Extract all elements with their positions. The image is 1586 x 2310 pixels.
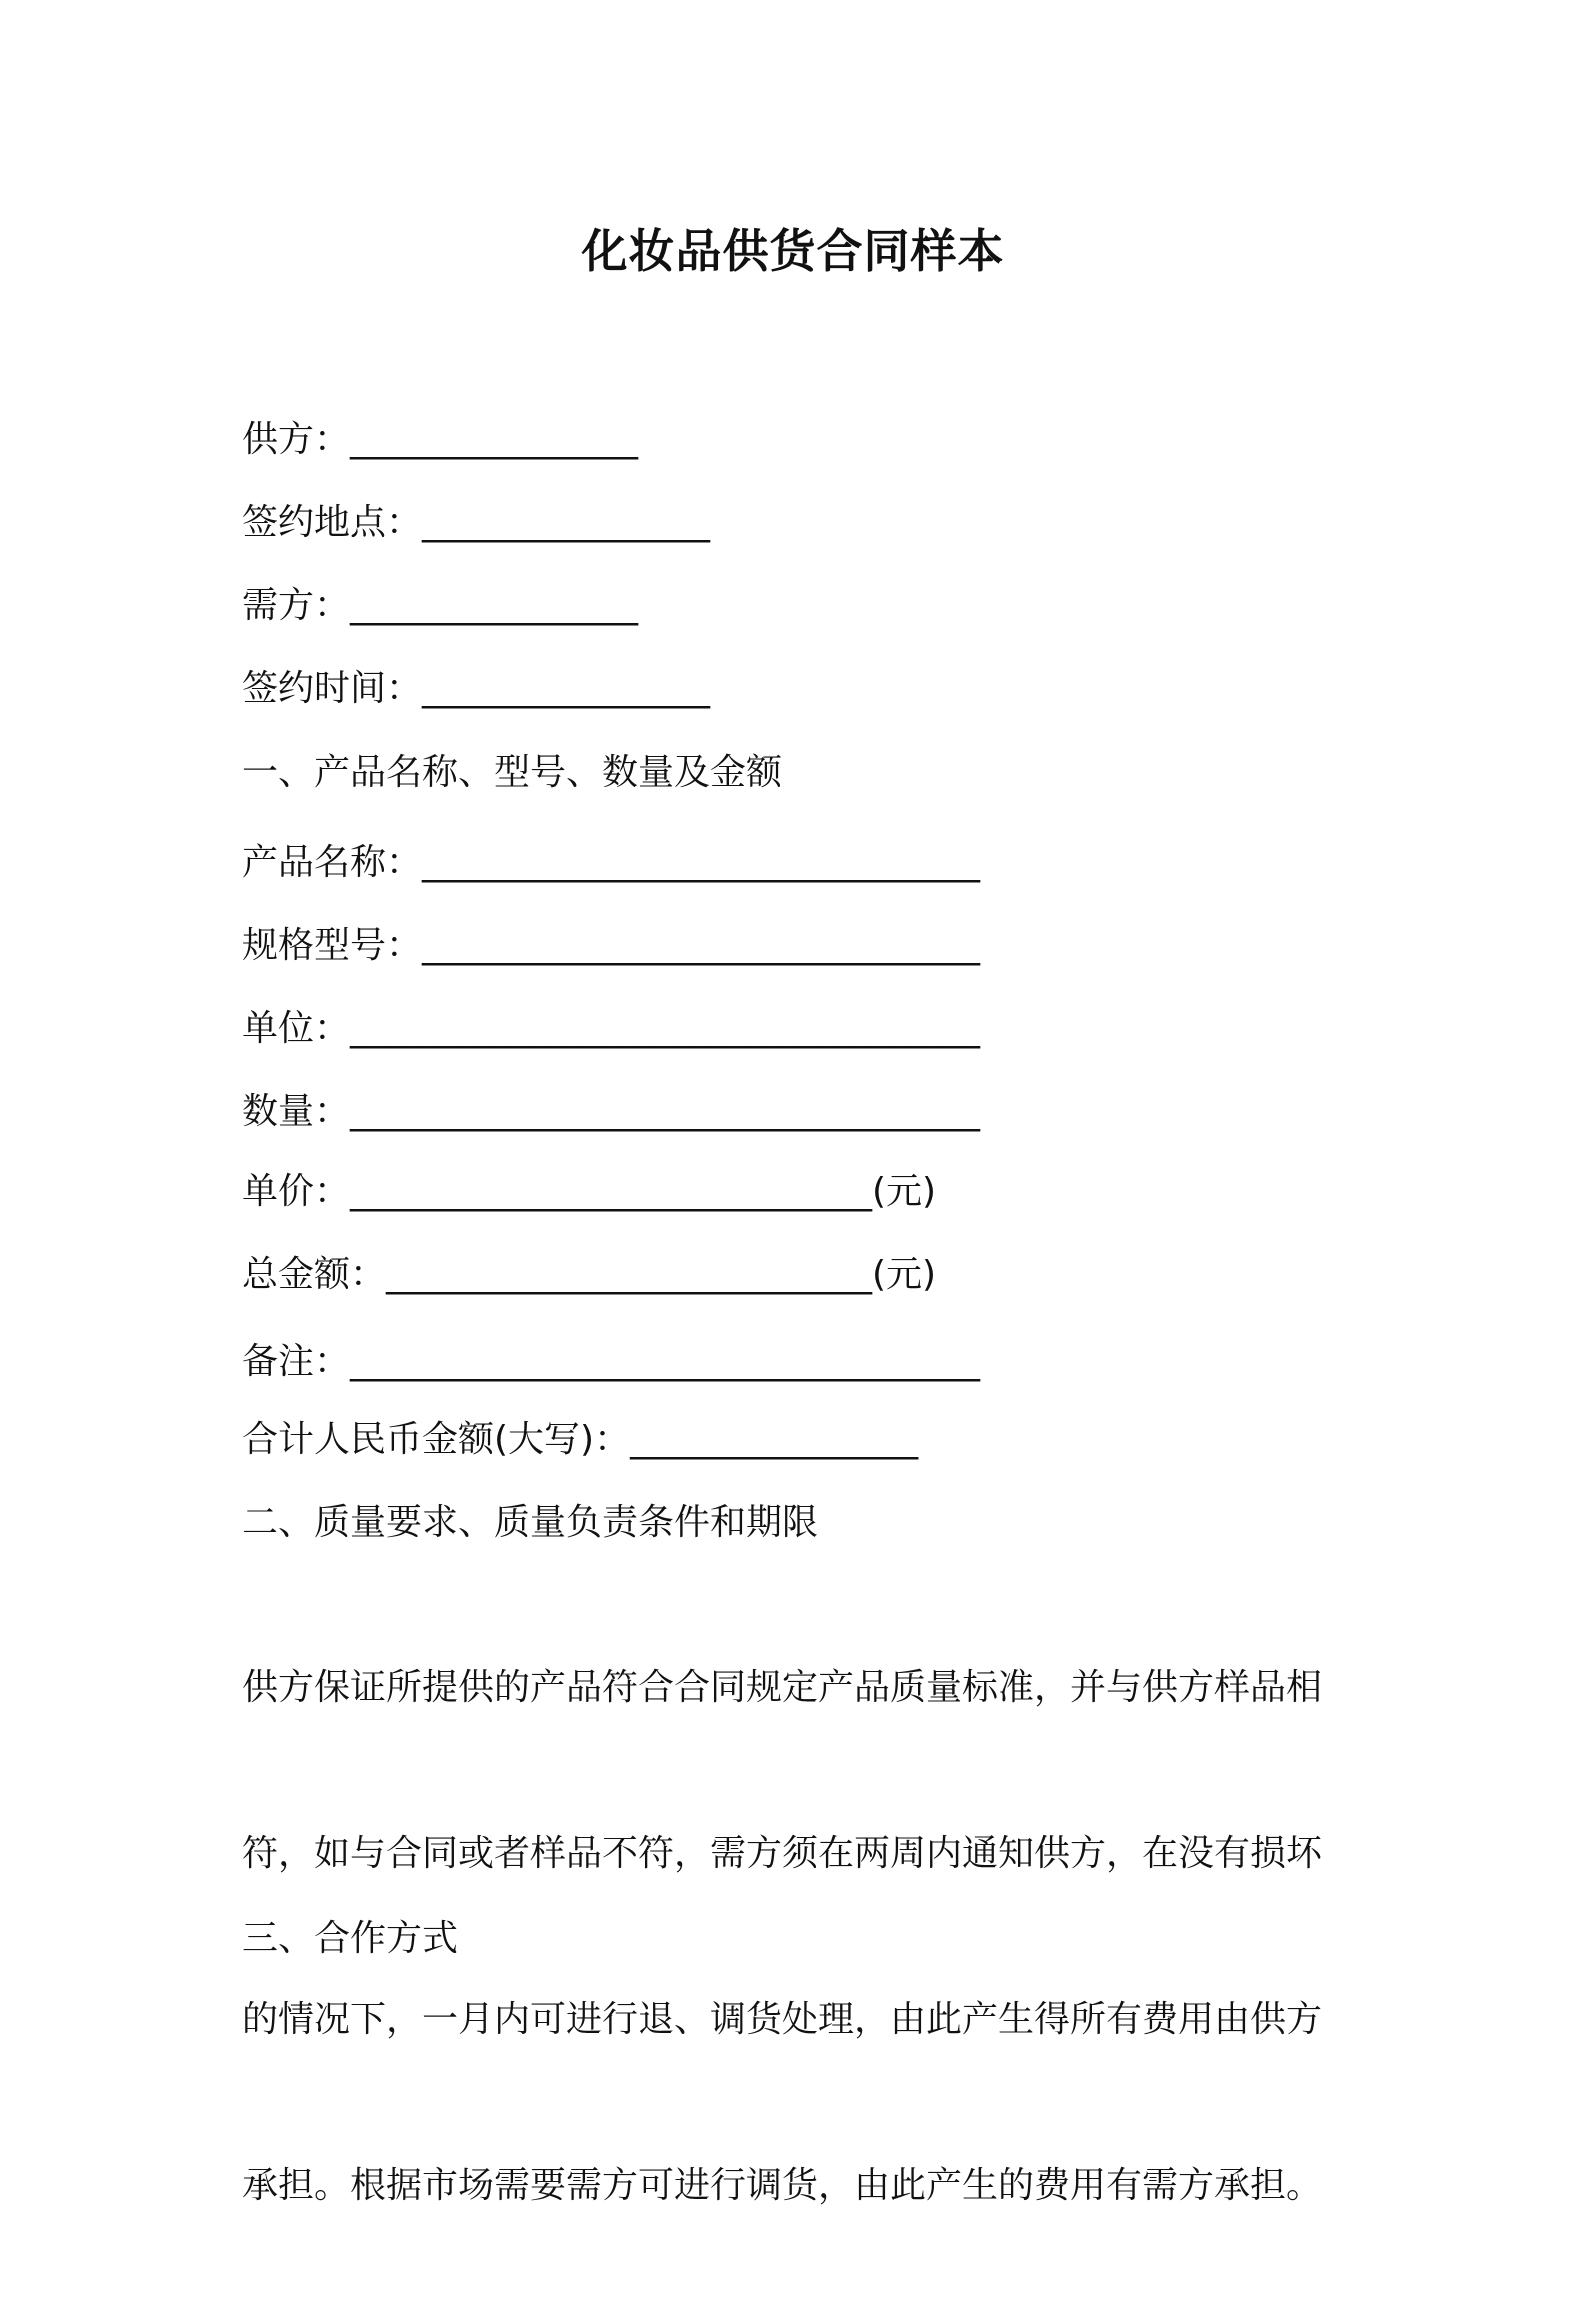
- total-amount-field: 总金额：___________________________(元): [242, 1254, 937, 1295]
- product-name-field: 产品名称：_______________________________: [242, 842, 981, 883]
- total-rmb-field: 合计人民币金额(大写)：________________: [242, 1419, 919, 1460]
- model-field: 规格型号：_______________________________: [242, 925, 981, 966]
- remark-field: 备注：___________________________________: [242, 1341, 981, 1382]
- section-2-heading: 二、质量要求、质量负责条件和期限: [242, 1502, 819, 1543]
- quantity-field: 数量：___________________________________: [242, 1091, 981, 1132]
- supplier-field: 供方：________________: [242, 419, 639, 460]
- paragraph-line: 符，如与合同或者样品不符，需方须在两周内通知供方，在没有损坏: [242, 1833, 1323, 1874]
- sign-place-field: 签约地点：________________: [242, 502, 711, 543]
- sign-time-field: 签约时间：________________: [242, 668, 711, 709]
- paragraph-line: 承担。根据市场需要需方可进行调货，由此产生的费用有需方承担。: [242, 2165, 1323, 2206]
- unit-price-field: 单价：_____________________________(元): [242, 1171, 937, 1212]
- section-3-heading: 三、合作方式: [242, 1918, 459, 1959]
- paragraph-line: 的情况下，一月内可进行退、调货处理，由此产生得所有费用由供方: [242, 1999, 1323, 2040]
- unit-field: 单位：___________________________________: [242, 1008, 981, 1049]
- buyer-field: 需方：________________: [242, 585, 639, 626]
- section-1-heading: 一、产品名称、型号、数量及金额: [242, 752, 783, 793]
- document-title: 化妆品供货合同样本: [581, 224, 1005, 278]
- paragraph-line: 供方保证所提供的产品符合合同规定产品质量标准，并与供方样品相: [242, 1667, 1323, 1708]
